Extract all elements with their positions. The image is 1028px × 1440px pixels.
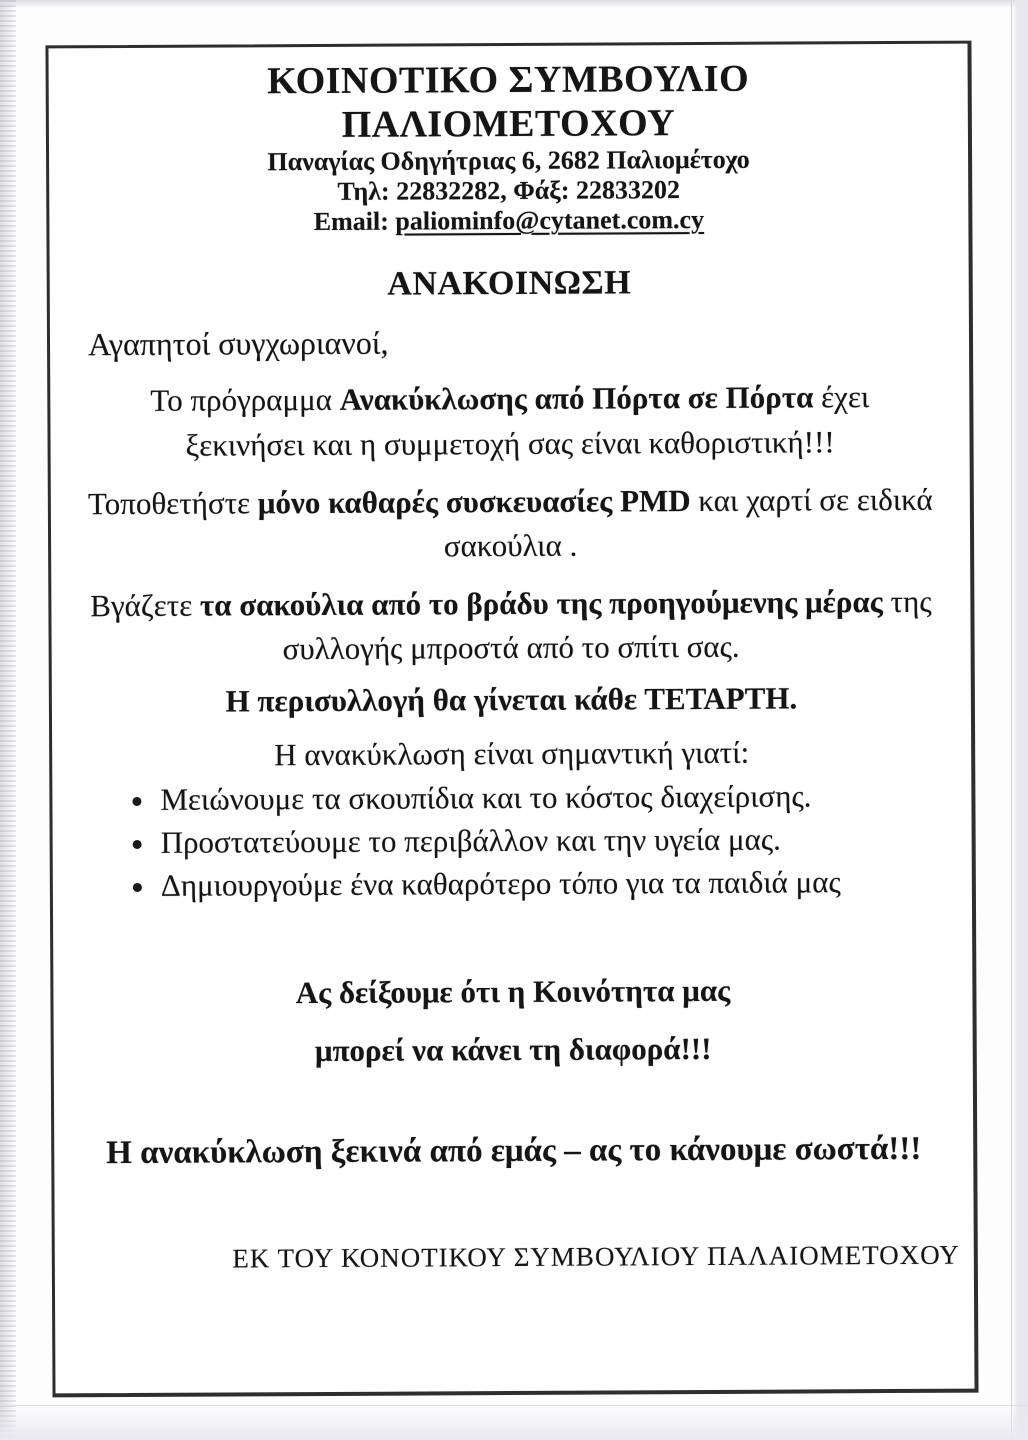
- announcement-title: ΑΝΑΚΟΙΝΩΣΗ: [387, 264, 632, 303]
- email-address: paliominfo@cytanet.com.cy: [395, 204, 705, 236]
- scan-edge-bottom: [0, 1405, 1028, 1440]
- document-border-frame: [45, 41, 978, 1398]
- paragraph-bags-out-post: της συλλογής μπροστά από το σπίτι σας.: [282, 583, 932, 667]
- paragraph-placement-post: και χαρτί σε ειδικά σακούλια .: [443, 481, 933, 564]
- signature-line: ΕΚ ΤΟΥ ΚΟΝΟΤΙΚΟΥ ΣΥΜΒΟΥΛΙΟΥ ΠΑΛΑΙΟΜΕΤΟΧΟΥ: [232, 1239, 960, 1274]
- bullet-item: Δημιουργούμε ένα καθαρότερο τόπο για τα παιδιά μας: [127, 860, 972, 907]
- scan-edge-left: [0, 0, 16, 1440]
- slogan: [53, 961, 973, 1082]
- scan-edge-right: [1011, 0, 1028, 1440]
- org-phone-fax: Τηλ: 22832282, Φάξ: 22833202: [337, 175, 681, 206]
- paragraph-program-pre: Το πρόγραμμα: [150, 381, 340, 418]
- bullet-item: Προστατεύουμε το περιβάλλον και την υγεία μας.: [127, 817, 972, 864]
- paragraph-placement: [68, 478, 952, 571]
- salutation: Αγαπητοί συγχωριανοί,: [87, 324, 389, 363]
- paragraph-bags-out-pre: Βγάζετε: [90, 587, 201, 624]
- paragraph-bags-out: [85, 580, 937, 672]
- paragraph-program: [103, 374, 917, 468]
- bullet-item: Μειώνουμε τα σκουπίδια και το κόστος διαχείρισης.: [126, 774, 971, 821]
- paragraph-placement-bold: μόνο καθαρές συσκευασίες PMD: [257, 483, 691, 521]
- why-heading: Η ανακύκλωση είναι σημαντική γιατί:: [274, 734, 750, 773]
- collection-day-notice: Η περισυλλογή θα γίνεται κάθε ΤΕΤΑΡΤΗ.: [225, 680, 798, 719]
- org-address: Παναγίας Οδηγήτριας 6, 2682 Παλιομέτοχο: [267, 144, 750, 177]
- paragraph-placement-pre: Τοποθετήστε: [87, 485, 258, 522]
- paragraph-program-post: έχει ξεκινήσει και η συμμετοχή σας είναι καθοριστική!!!: [185, 379, 870, 463]
- slogan-line2: μπορεί να κάνει τη διαφορά!!!: [314, 1030, 712, 1069]
- org-name-line2: ΠΑΛΙΟΜΕΤΟΧΟΥ: [341, 102, 676, 146]
- paragraph-bags-out-bold: τα σακούλια από το βράδυ της προηγούμενης μέρας: [199, 584, 883, 623]
- slogan-line1: Ας δείξουμε ότι η Κοινότητα μας: [295, 972, 731, 1011]
- benefits-list: [52, 774, 972, 908]
- scan-edge-top: [0, 0, 1028, 8]
- letterhead: [49, 56, 969, 239]
- org-name-line1: ΚΟΙΝΟΤΙΚΟ ΣΥΜΒΟΥΛΙΟ: [267, 57, 750, 103]
- closing-statement: Η ανακύκλωση ξεκινά από εμάς – ας το κάνουμε σωστά!!!: [106, 1130, 922, 1172]
- email-label: Email:: [313, 206, 389, 237]
- org-email-line: [49, 204, 968, 239]
- paragraph-program-bold: Ανακύκλωσης από Πόρτα σε Πόρτα: [339, 379, 814, 417]
